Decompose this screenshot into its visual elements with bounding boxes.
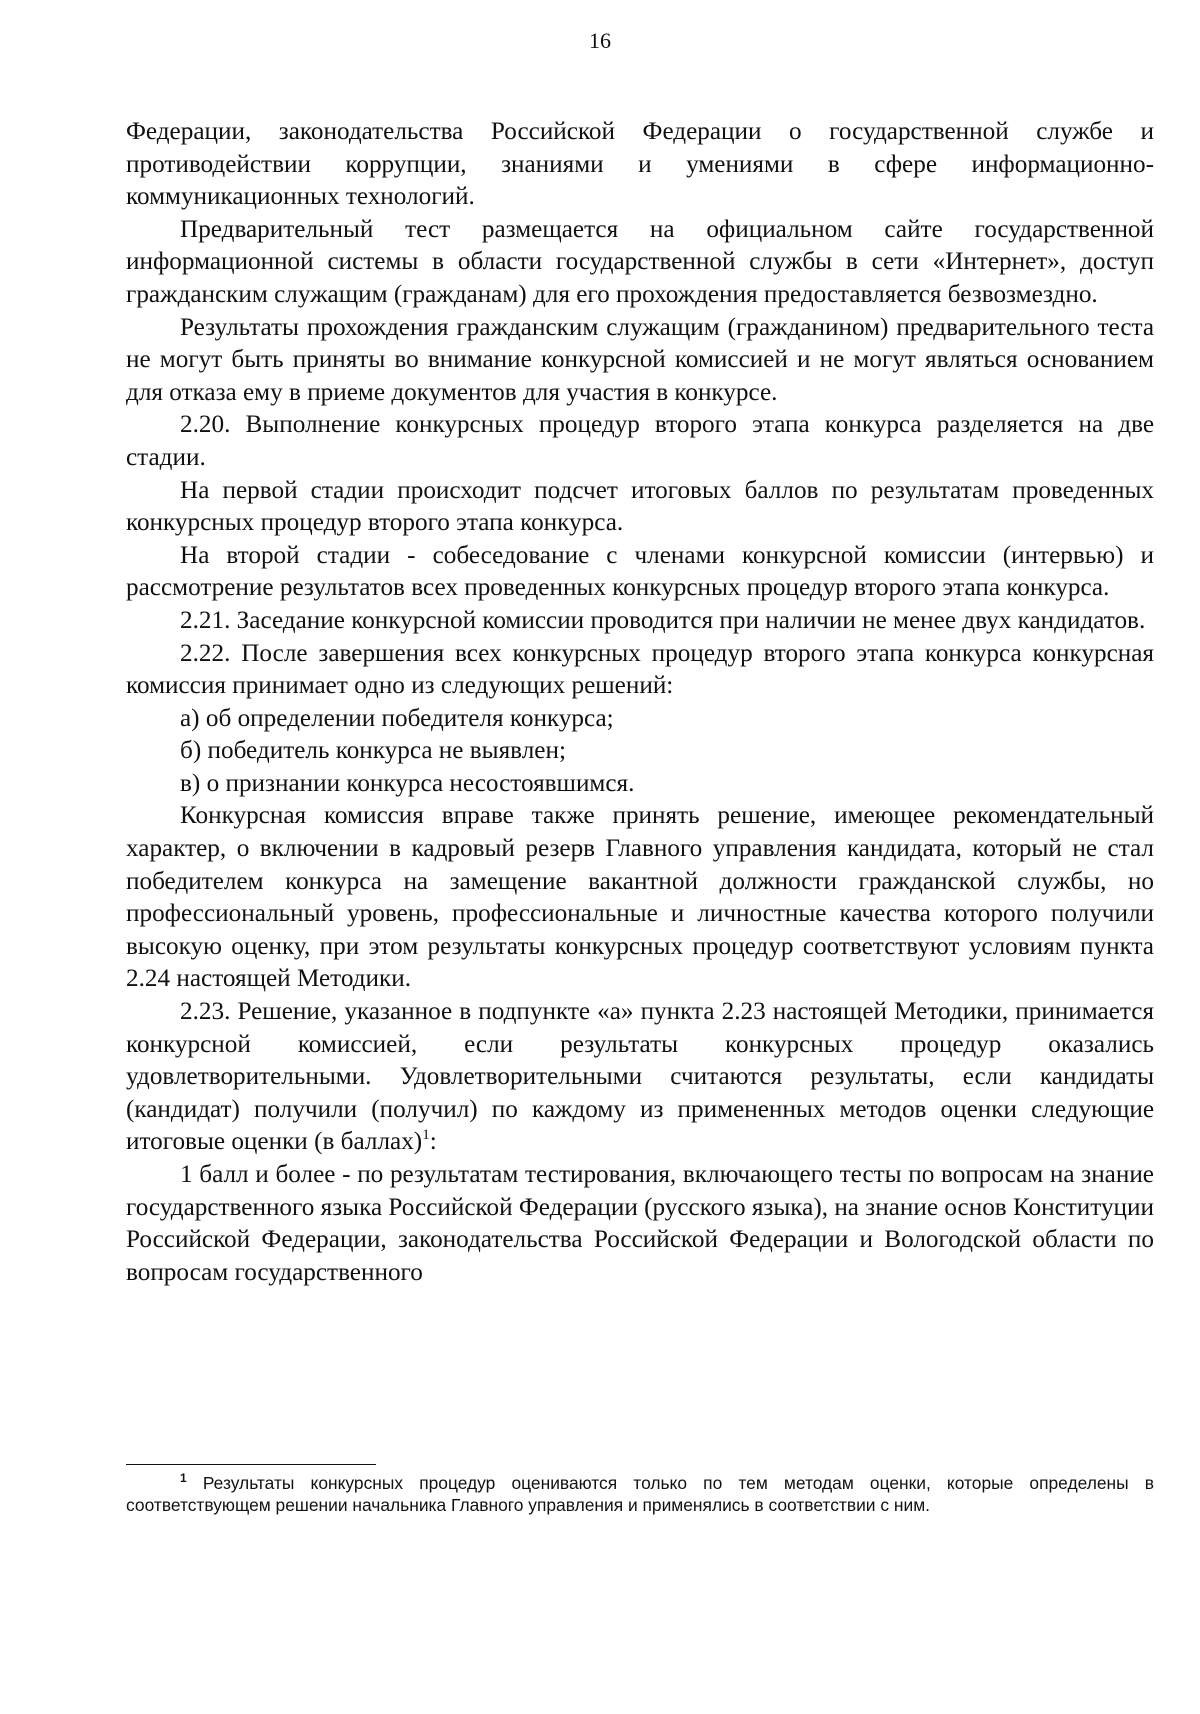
footnote xyxy=(126,1472,1154,1516)
list-item-text: в) о признании конкурса несостоявшимся. xyxy=(180,769,635,797)
paragraph-text: Предварительный тест размещается на официальном сайте государственной информационной системы в области государственной службы в сети «Интернет», доступ гражданским служащим (гражданам) для его прохождения предоставляется безвозмездно. xyxy=(126,215,1154,308)
paragraph-text: На первой стадии происходит подсчет итоговых баллов по результатам проведенных конкурсных процедур второго этапа конкурса. xyxy=(126,476,1154,537)
paragraph-text: 1 балл и более - по результатам тестирования, включающего тесты по вопросам на знание государственного языка Российской Федерации (русского языка), на знание основ Конституции Российской Федерации, законодательства Российской Федерации и Вологодской области по вопросам государственного xyxy=(126,1161,1154,1286)
paragraph-text: На второй стадии - собеседование с членами конкурсной комиссии (интервью) и рассмотрение результатов всех проведенных конкурсных процедур второго этапа конкурса. xyxy=(126,541,1154,602)
paragraph xyxy=(126,116,1154,214)
paragraph xyxy=(126,800,1154,996)
footnote-divider xyxy=(126,1464,376,1465)
paragraph xyxy=(126,475,1154,540)
paragraph-text: 2.20. Выполнение конкурсных процедур второго этапа конкурса разделяется на две стадии. xyxy=(126,411,1154,471)
list-item-text: а) об определении победителя конкурса; xyxy=(180,704,614,732)
list-item xyxy=(126,768,1154,801)
footnote-marker: 1 xyxy=(180,1471,187,1485)
page-number: 16 xyxy=(589,28,611,53)
paragraph xyxy=(126,996,1154,1159)
paragraph-text: 2.22. После завершения всех конкурсных процедур второго этапа конкурса конкурсная комиссия принимает одно из следующих решений: xyxy=(126,639,1154,700)
paragraph xyxy=(126,1159,1154,1289)
footnote-reference: 1 xyxy=(422,1127,430,1144)
document-body xyxy=(126,116,1154,1289)
list-item xyxy=(126,735,1154,768)
paragraph-text: Федерации, законодательства Российской Федерации о государственной службе и противодействии коррупции, знаниями и умениями в сфере информационно-коммуникационных технологий. xyxy=(126,118,1154,211)
paragraph xyxy=(126,540,1154,605)
paragraph xyxy=(126,214,1154,312)
paragraph xyxy=(126,312,1154,410)
paragraph-text: 2.23. Решение, указанное в подпункте «а» пункта 2.23 настоящей Методики, принимается конкурсной комиссией, если результаты конкурсных процедур оказались удовлетворительными. Удовлетворительными считаются результаты, если кандидаты (кандидат) получили (получил) по каждому из примененных методов оценки следующие итоговые оценки (в баллах) xyxy=(126,998,1154,1156)
paragraph xyxy=(126,409,1154,474)
paragraph-text: 2.21. Заседание конкурсной комиссии проводится при наличии не менее двух кандидатов. xyxy=(180,606,1146,634)
list-item xyxy=(126,703,1154,736)
footnote-text: Результаты конкурсных процедур оцениваются только по тем методам оценки, которые определены в соответствующем решении начальника Главного управления и применялись в соответствии с ним. xyxy=(126,1473,1154,1515)
paragraph-text: Результаты прохождения гражданским служащим (гражданином) предварительного теста не могут быть приняты во внимание конкурсной комиссией и не могут являться основанием для отказа ему в приеме документов для участия в конкурсе. xyxy=(126,313,1154,406)
paragraph-tail: : xyxy=(429,1128,437,1156)
list-item-text: б) победитель конкурса не выявлен; xyxy=(180,737,566,765)
paragraph xyxy=(126,605,1154,638)
paragraph xyxy=(126,638,1154,703)
paragraph-text: Конкурсная комиссия вправе также принять решение, имеющее рекомендательный характер, о включении в кадровый резерв Главного управления кандидата, который не стал победителем конкурса на замещение вакантной должности гражданской службы, но профессиональный уровень, профессиональные и личностные качества которого получили высокую оценку, при этом результаты конкурсных процедур соответствуют условиям пункта 2.24 настоящей Методики. xyxy=(126,802,1154,993)
